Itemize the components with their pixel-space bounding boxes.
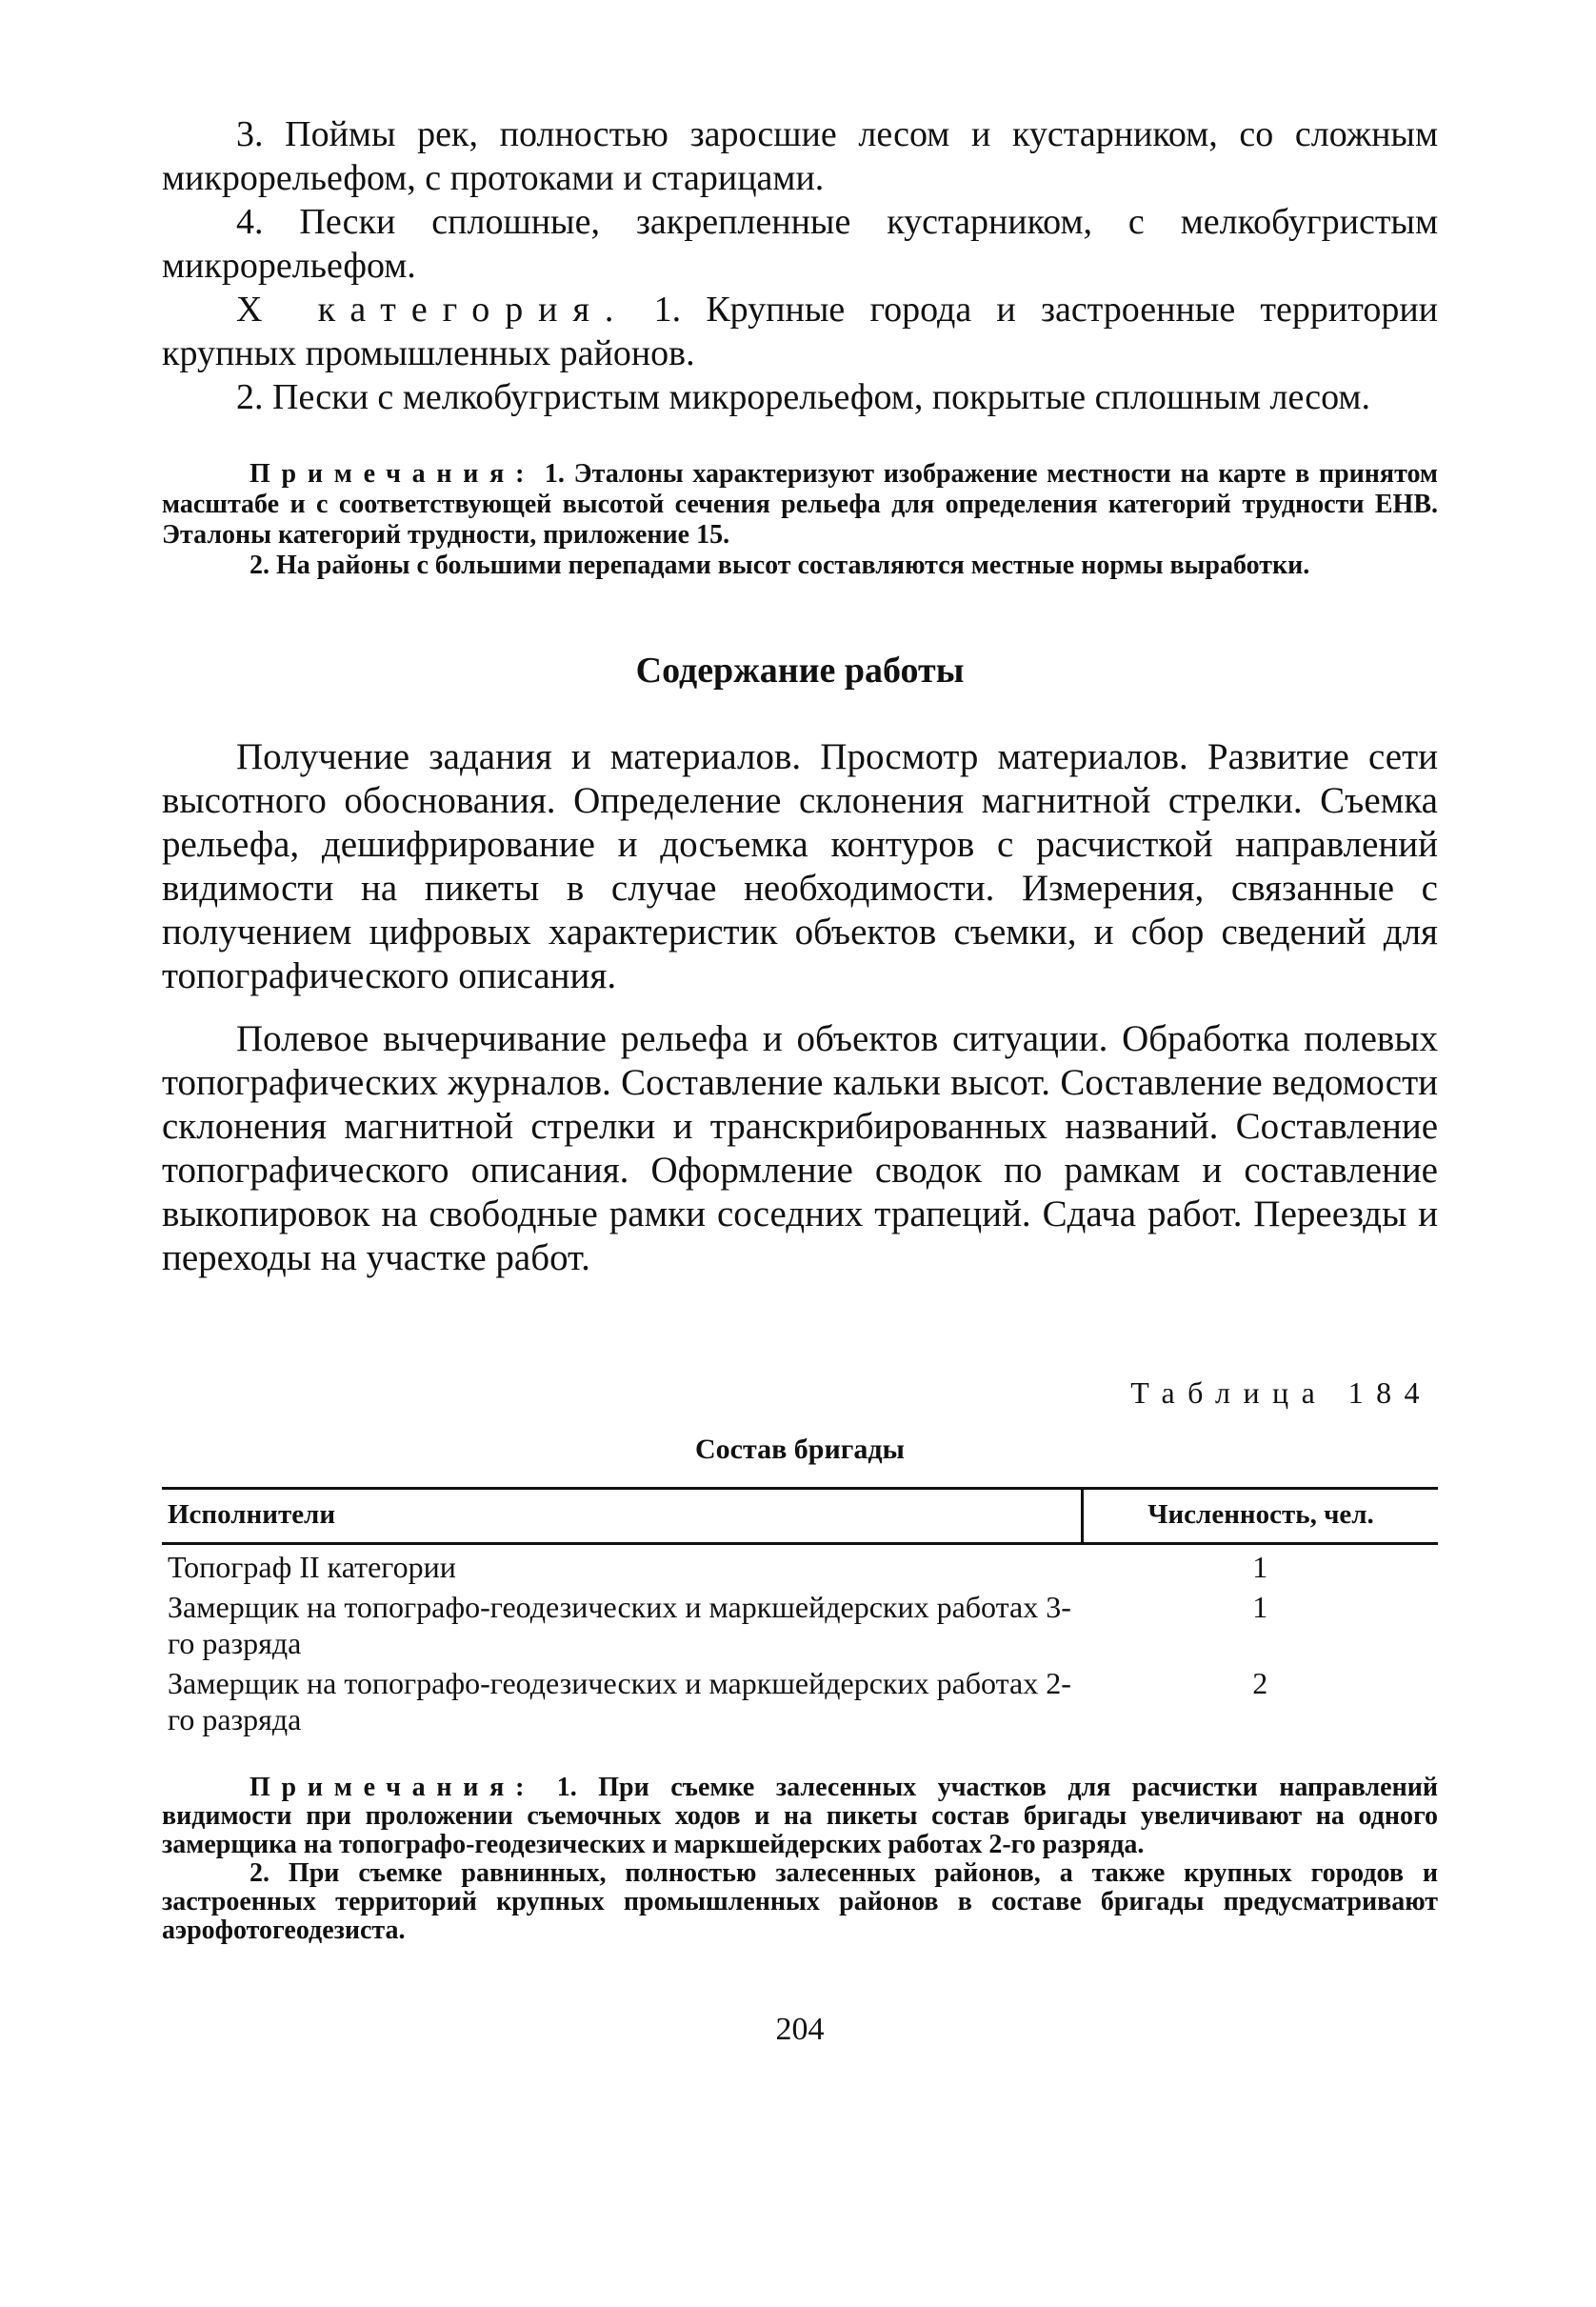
table-row [162, 1661, 1438, 1747]
row-count: 2 [1252, 1666, 1268, 1700]
table-row [162, 1585, 1438, 1661]
row-performer: Топограф II категории [168, 1550, 456, 1584]
category-x-item-2: 2. Пески с мелкобугристым микрорельефом, покрытые сплошным лесом. [236, 377, 1370, 417]
category-x-label: X категория. [236, 290, 629, 330]
table-note-2: 2. При съемке равнинных, полностью залесенных районов, а также крупных городов и застроенных территорий крупных промышленных районов в составе бригады предусматривают аэрофотогеодезиста. [162, 1858, 1438, 1945]
brigade-table [162, 1487, 1438, 1747]
category-x [162, 288, 1438, 375]
row-performer: Замерщик на топографо-геодезических и маркшейдерских работах 2-го разряда [168, 1666, 1071, 1736]
row-count: 1 [1252, 1550, 1268, 1584]
notes-block-1 [162, 459, 1438, 581]
document-page [162, 112, 1438, 2048]
table-row [162, 1544, 1438, 1586]
row-performer: Замерщик на топографо-геодезических и маркшейдерских работах 3-го разряда [168, 1590, 1071, 1660]
header-count: Численность, чел. [1083, 1489, 1439, 1544]
category-item-4: 4. Пески сплошные, закрепленные кустарником, с мелкобугристым микрорельефом. [162, 202, 1438, 286]
table-note-1 [162, 1774, 1438, 1859]
note-2: 2. На районы с большими перепадами высот составляются местные нормы выработки. [249, 551, 1310, 580]
section-paragraph-2: Полевое вычерчивание рельефа и объектов ситуации. Обработка полевых топографических журналов. Составление кальки высот. Составление ведомости склонения магнитной стрелки и транскрибированных названий. Составление топографического описания. Оформление сводок по рамкам и составление выкопировок на свободные рамки соседних трапеций. Сдача работ. Переезды и переходы на участке работ. [162, 1018, 1438, 1278]
table-notes-label: Примечания: [249, 1773, 536, 1802]
table-title: Состав бригады [695, 1434, 905, 1465]
table-number: Таблица 184 [1130, 1375, 1432, 1410]
section-paragraph-1: Получение задания и материалов. Просмотр материалов. Развитие сети высотного обоснования. Определение склонения магнитной стрелки. Съемка рельефа, дешифрирование и досъемка контуров с расчисткой направлений видимости на пикеты в случае необходимости. Измерения, связанные с получением цифровых характеристик объектов съемки, и сбор сведений для топографического описания. [162, 736, 1438, 996]
note-1 [162, 459, 1438, 551]
notes-block-2 [162, 1774, 1438, 1945]
note-1-text: 1. Эталоны характеризуют изображение местности на карте в принятом масштабе и с соответствующей высотой сечения рельефа для определения категорий трудности ЕНВ. Эталоны категорий трудности, приложение 15. [162, 459, 1438, 550]
section-title: Содержание работы [635, 651, 965, 691]
section-body [162, 735, 1438, 1280]
header-performers: Исполнители [162, 1489, 1083, 1544]
row-count: 1 [1252, 1590, 1268, 1624]
notes-label: Примечания: [249, 459, 536, 489]
table-note-1-text: 1. При съемке залесенных участков для расчистки направлений видимости при проложении съемочных ходов и на пикеты состав бригады увеличивают на одного замерщика на топографо-геодезических и маркшейдерских работах 2-го разряда. [162, 1773, 1439, 1859]
category-x-item-1: 1. Крупные города и застроенные территории крупных промышленных районов. [162, 290, 1438, 373]
table-header-row [162, 1489, 1438, 1544]
category-item-3: 3. Поймы рек, полностью заросшие лесом и кустарником, со сложным микрорельефом, с протоками и старицами. [162, 114, 1438, 198]
page-number: 204 [775, 2012, 825, 2047]
